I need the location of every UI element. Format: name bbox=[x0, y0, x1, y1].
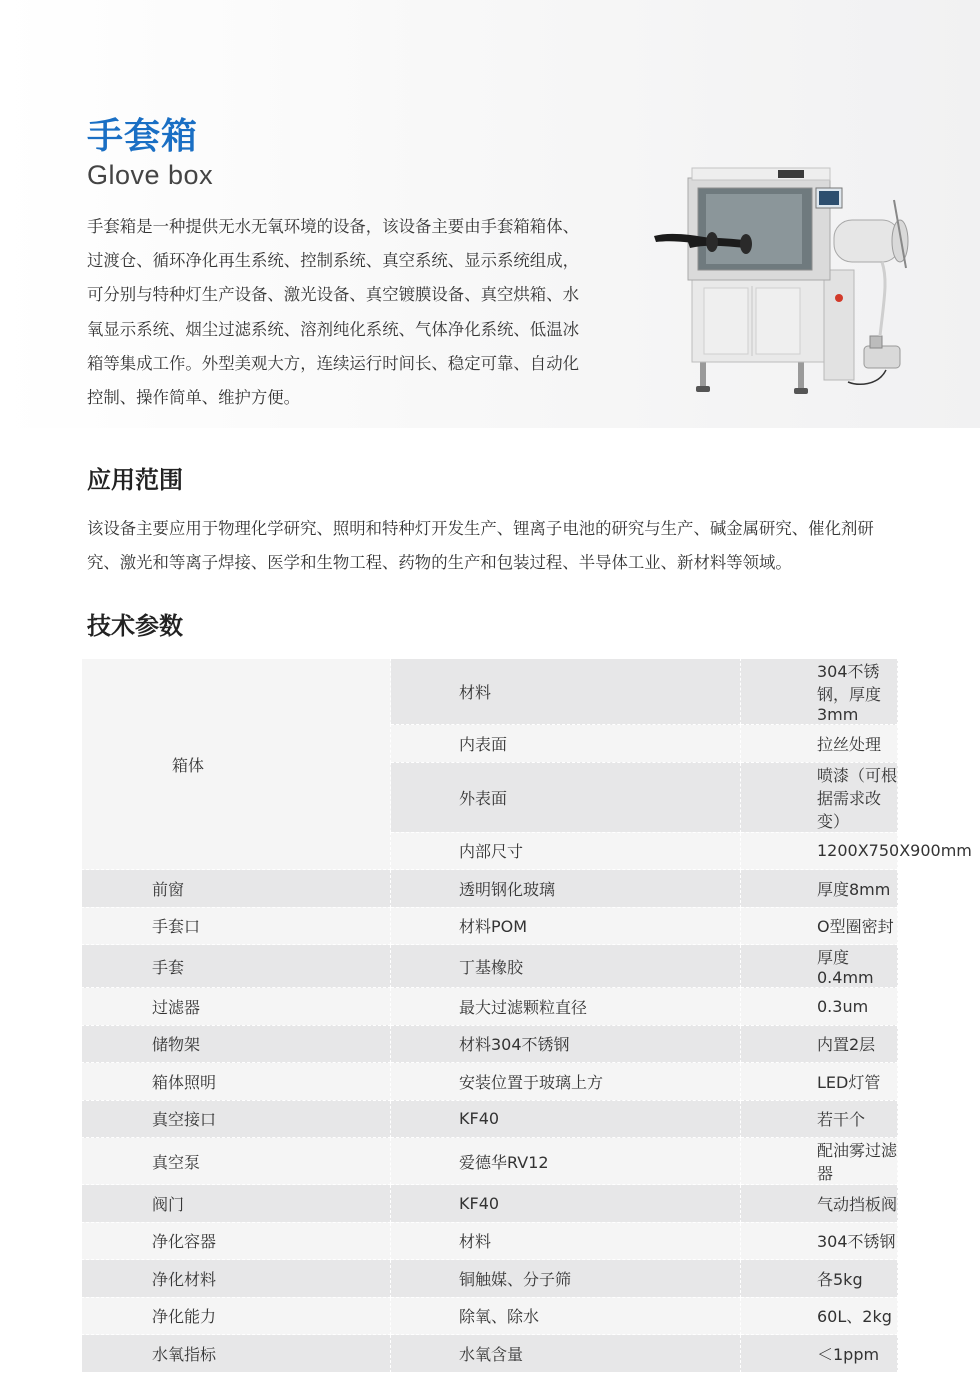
spec-name: 箱体照明 bbox=[82, 1063, 391, 1101]
spec-item: 爱德华RV12 bbox=[391, 1138, 741, 1185]
spec-name: 过滤器 bbox=[82, 988, 391, 1026]
spec-name: 净化能力 bbox=[82, 1297, 391, 1335]
spec-item: 材料POM bbox=[391, 907, 741, 945]
spec-value: 内置2层 bbox=[741, 1025, 898, 1063]
spec-item: 丁基橡胶 bbox=[391, 945, 741, 988]
spec-item: 材料 bbox=[391, 659, 741, 725]
spec-table bbox=[81, 658, 972, 1373]
spec-value: 0.3um bbox=[741, 988, 898, 1026]
spec-name: 真空泵 bbox=[82, 1138, 391, 1185]
spec-value: 喷漆（可根据需求改变） bbox=[741, 762, 898, 832]
spec-value: LED灯管 bbox=[741, 1063, 898, 1101]
specs-heading: 技术参数 bbox=[87, 612, 183, 640]
spec-item: 内部尺寸 bbox=[391, 832, 741, 870]
table-row bbox=[82, 988, 898, 1026]
spec-name: 真空接口 bbox=[82, 1100, 391, 1138]
spec-item: 铜触媒、分子筛 bbox=[391, 1260, 741, 1298]
table-row bbox=[82, 659, 898, 725]
page-subtitle: Glove box bbox=[87, 160, 214, 190]
spec-item: 内表面 bbox=[391, 725, 741, 763]
spec-value: 60L、2kg bbox=[741, 1297, 898, 1335]
spec-value: 304不锈钢 bbox=[741, 1222, 898, 1260]
spec-name: 前窗 bbox=[82, 870, 391, 908]
table-row bbox=[82, 1185, 898, 1223]
table-row bbox=[82, 1138, 898, 1185]
application-heading: 应用范围 bbox=[87, 466, 183, 494]
spec-item: 材料 bbox=[391, 1222, 741, 1260]
spec-name: 水氧指标 bbox=[82, 1335, 391, 1373]
spec-item: 最大过滤颗粒直径 bbox=[391, 988, 741, 1026]
spec-item: KF40 bbox=[391, 1185, 741, 1223]
table-row bbox=[82, 1025, 898, 1063]
spec-item: 外表面 bbox=[391, 762, 741, 832]
spec-value: 各5kg bbox=[741, 1260, 898, 1298]
table-row bbox=[82, 1100, 898, 1138]
spec-item: 材料304不锈钢 bbox=[391, 1025, 741, 1063]
spec-item: KF40 bbox=[391, 1100, 741, 1138]
spec-value: 若干个 bbox=[741, 1100, 898, 1138]
glove-box-product-image bbox=[648, 150, 916, 400]
table-row bbox=[82, 1335, 898, 1373]
spec-group-label: 箱体 bbox=[82, 659, 391, 870]
spec-name: 手套口 bbox=[82, 907, 391, 945]
spec-name: 储物架 bbox=[82, 1025, 391, 1063]
spec-value: 厚度8mm bbox=[741, 870, 898, 908]
spec-value: 拉丝处理 bbox=[741, 725, 898, 763]
spec-value: 厚度0.4mm bbox=[741, 945, 898, 988]
spec-name: 阀门 bbox=[82, 1185, 391, 1223]
spec-value: O型圈密封 bbox=[741, 907, 898, 945]
table-row bbox=[82, 907, 898, 945]
intro-paragraph: 手套箱是一种提供无水无氧环境的设备，该设备主要由手套箱箱体、过渡仓、循环净化再生系统、控制系统、真空系统、显示系统组成，可分别与特种灯生产设备、激光设备、真空镀膜设备、真空烘箱、水氧显示系统、烟尘过滤系统、溶剂纯化系统、气体净化系统、低温冰箱等集成工作。外型美观大方，连续运行时间长、稳定可靠、自动化控制、操作简单、维护方便。 bbox=[87, 217, 579, 408]
table-row bbox=[82, 1063, 898, 1101]
spec-item: 水氧含量 bbox=[391, 1335, 741, 1373]
spec-value: 气动挡板阀 bbox=[741, 1185, 898, 1223]
page-title: 手套箱 bbox=[87, 116, 199, 157]
spec-value: 1200X750X900mm bbox=[741, 832, 898, 870]
table-row bbox=[82, 1222, 898, 1260]
spec-name: 净化容器 bbox=[82, 1222, 391, 1260]
table-row bbox=[82, 1297, 898, 1335]
spec-item: 除氧、除水 bbox=[391, 1297, 741, 1335]
spec-item: 安装位置于玻璃上方 bbox=[391, 1063, 741, 1101]
spec-value: 304不锈钢，厚度3mm bbox=[741, 659, 898, 725]
table-row bbox=[82, 870, 898, 908]
table-row bbox=[82, 945, 898, 988]
spec-item: 透明钢化玻璃 bbox=[391, 870, 741, 908]
table-row bbox=[82, 1260, 898, 1298]
application-text: 该设备主要应用于物理化学研究、照明和特种灯开发生产、锂离子电池的研究与生产、碱金属研究、催化剂研究、激光和等离子焊接、医学和生物工程、药物的生产和包装过程、半导体工业、新材料等领域。 bbox=[87, 519, 874, 572]
spec-value: 配油雾过滤器 bbox=[741, 1138, 898, 1185]
spec-name: 手套 bbox=[82, 945, 391, 988]
spec-value: ＜1ppm bbox=[741, 1335, 898, 1373]
spec-name: 净化材料 bbox=[82, 1260, 391, 1298]
hero-banner bbox=[0, 0, 980, 428]
